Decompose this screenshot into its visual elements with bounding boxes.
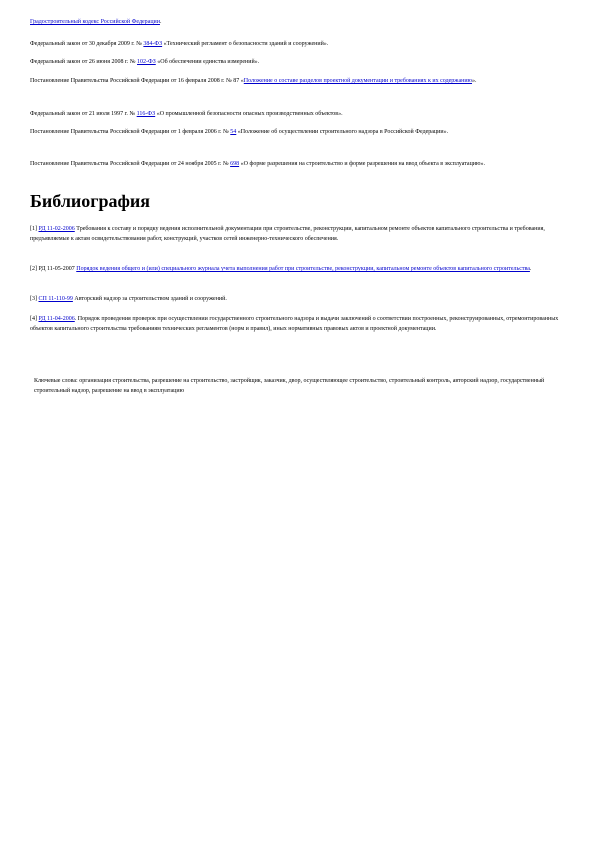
legal-item-384fz: Федеральный закон от 30 декабря 2009 г. № 384-ФЗ «Технический регламент о безопасности зданий и сооружений».: [30, 41, 329, 47]
bibliography-heading: Библиография: [30, 191, 151, 211]
journal-procedure-link[interactable]: Порядок ведения общего и (или) специального журнала учета выполнения работ при строительстве, реконструкции, капитальном ремонте объектов капитального строительства: [76, 266, 530, 272]
gradcode-link[interactable]: Градостроительный кодекс Российской Федерации: [30, 19, 160, 25]
decree-87-link[interactable]: Положение о составе разделов проектной документации и требованиях к их содержанию: [243, 78, 473, 84]
legal-item-116fz: Федеральный закон от 21 июля 1997 г. № 116-ФЗ «О промышленной безопасности опасных производственных объектов».: [30, 111, 343, 117]
bibliography-item-2: [2] РД 11-05-2007 Порядок ведения общего и (или) специального журнала учета выполнения работ при строительстве, реконструкции, капитальном ремонте объектов капитального строительства.: [30, 266, 532, 272]
legal-item-gradcode: Градостроительный кодекс Российской Федерации.: [30, 19, 162, 25]
bibliography-item-4: [4] РД 11-04-2006. Порядок проведения проверок при осуществлении государственного строительного надзора и выдачи заключений о соответствии построенных, реконструированных, отремонтированных объектов капитального строительства требованиям технических регламентов (норм и правил), иных нормативных правовых актов и проектной документации.: [30, 316, 559, 332]
law-116fz-link[interactable]: 116-ФЗ: [136, 111, 156, 117]
sp-11-110-99-link[interactable]: СП 11-110-99: [38, 296, 73, 302]
legal-item-decree-87: Постановление Правительства Российской Федерации от 16 февраля 2008 г. № 87 «Положение о составе разделов проектной документации и требованиях к их содержанию».: [30, 78, 477, 84]
rd-11-04-2006-link[interactable]: РД 11-04-2006: [38, 316, 75, 322]
bibliography-item-3: [3] СП 11-110-99 Авторский надзор за строительством зданий и сооружений.: [30, 296, 227, 302]
decree-698-link[interactable]: 698: [230, 161, 240, 167]
bibliography-item-1: [1] РД 11-02-2006 Требования к составу и порядку ведения исполнительной документации при строительстве, реконструкции, капитальном ремонте объектов капитального строительства и требования, предъявляемые к актам освидетельствования работ, конструкций, участков сетей инженерно-технического обеспечения.: [30, 226, 545, 242]
legal-item-decree-698: Постановление Правительства Российской Федерации от 24 ноября 2005 г. № 698 «О форме разрешения на строительство и форме разрешения на ввод объекта в эксплуатацию».: [30, 161, 486, 167]
keywords-paragraph: Ключевые слова: организация строительства, разрешение на строительство, застройщик, заказчик, двор, осуществляющее строительство, строительный контроль, авторский надзор, государственный строительный надзор, разрешение на ввод в эксплуатацию: [34, 378, 545, 394]
law-384fz-link[interactable]: 384-ФЗ: [143, 41, 163, 47]
decree-54-link[interactable]: 54: [230, 129, 237, 135]
legal-item-102fz: Федеральный закон от 26 июня 2008 г. № 102-ФЗ «Об обеспечении единства измерений».: [30, 59, 260, 65]
rd-11-02-2006-link[interactable]: РД 11-02-2006: [38, 226, 75, 232]
legal-item-decree-54: Постановление Правительства Российской Федерации от 1 февраля 2006 г. № 54 «Положение об осуществлении строительного надзора в Российской Федерации».: [30, 129, 449, 135]
law-102fz-link[interactable]: 102-ФЗ: [137, 59, 156, 65]
